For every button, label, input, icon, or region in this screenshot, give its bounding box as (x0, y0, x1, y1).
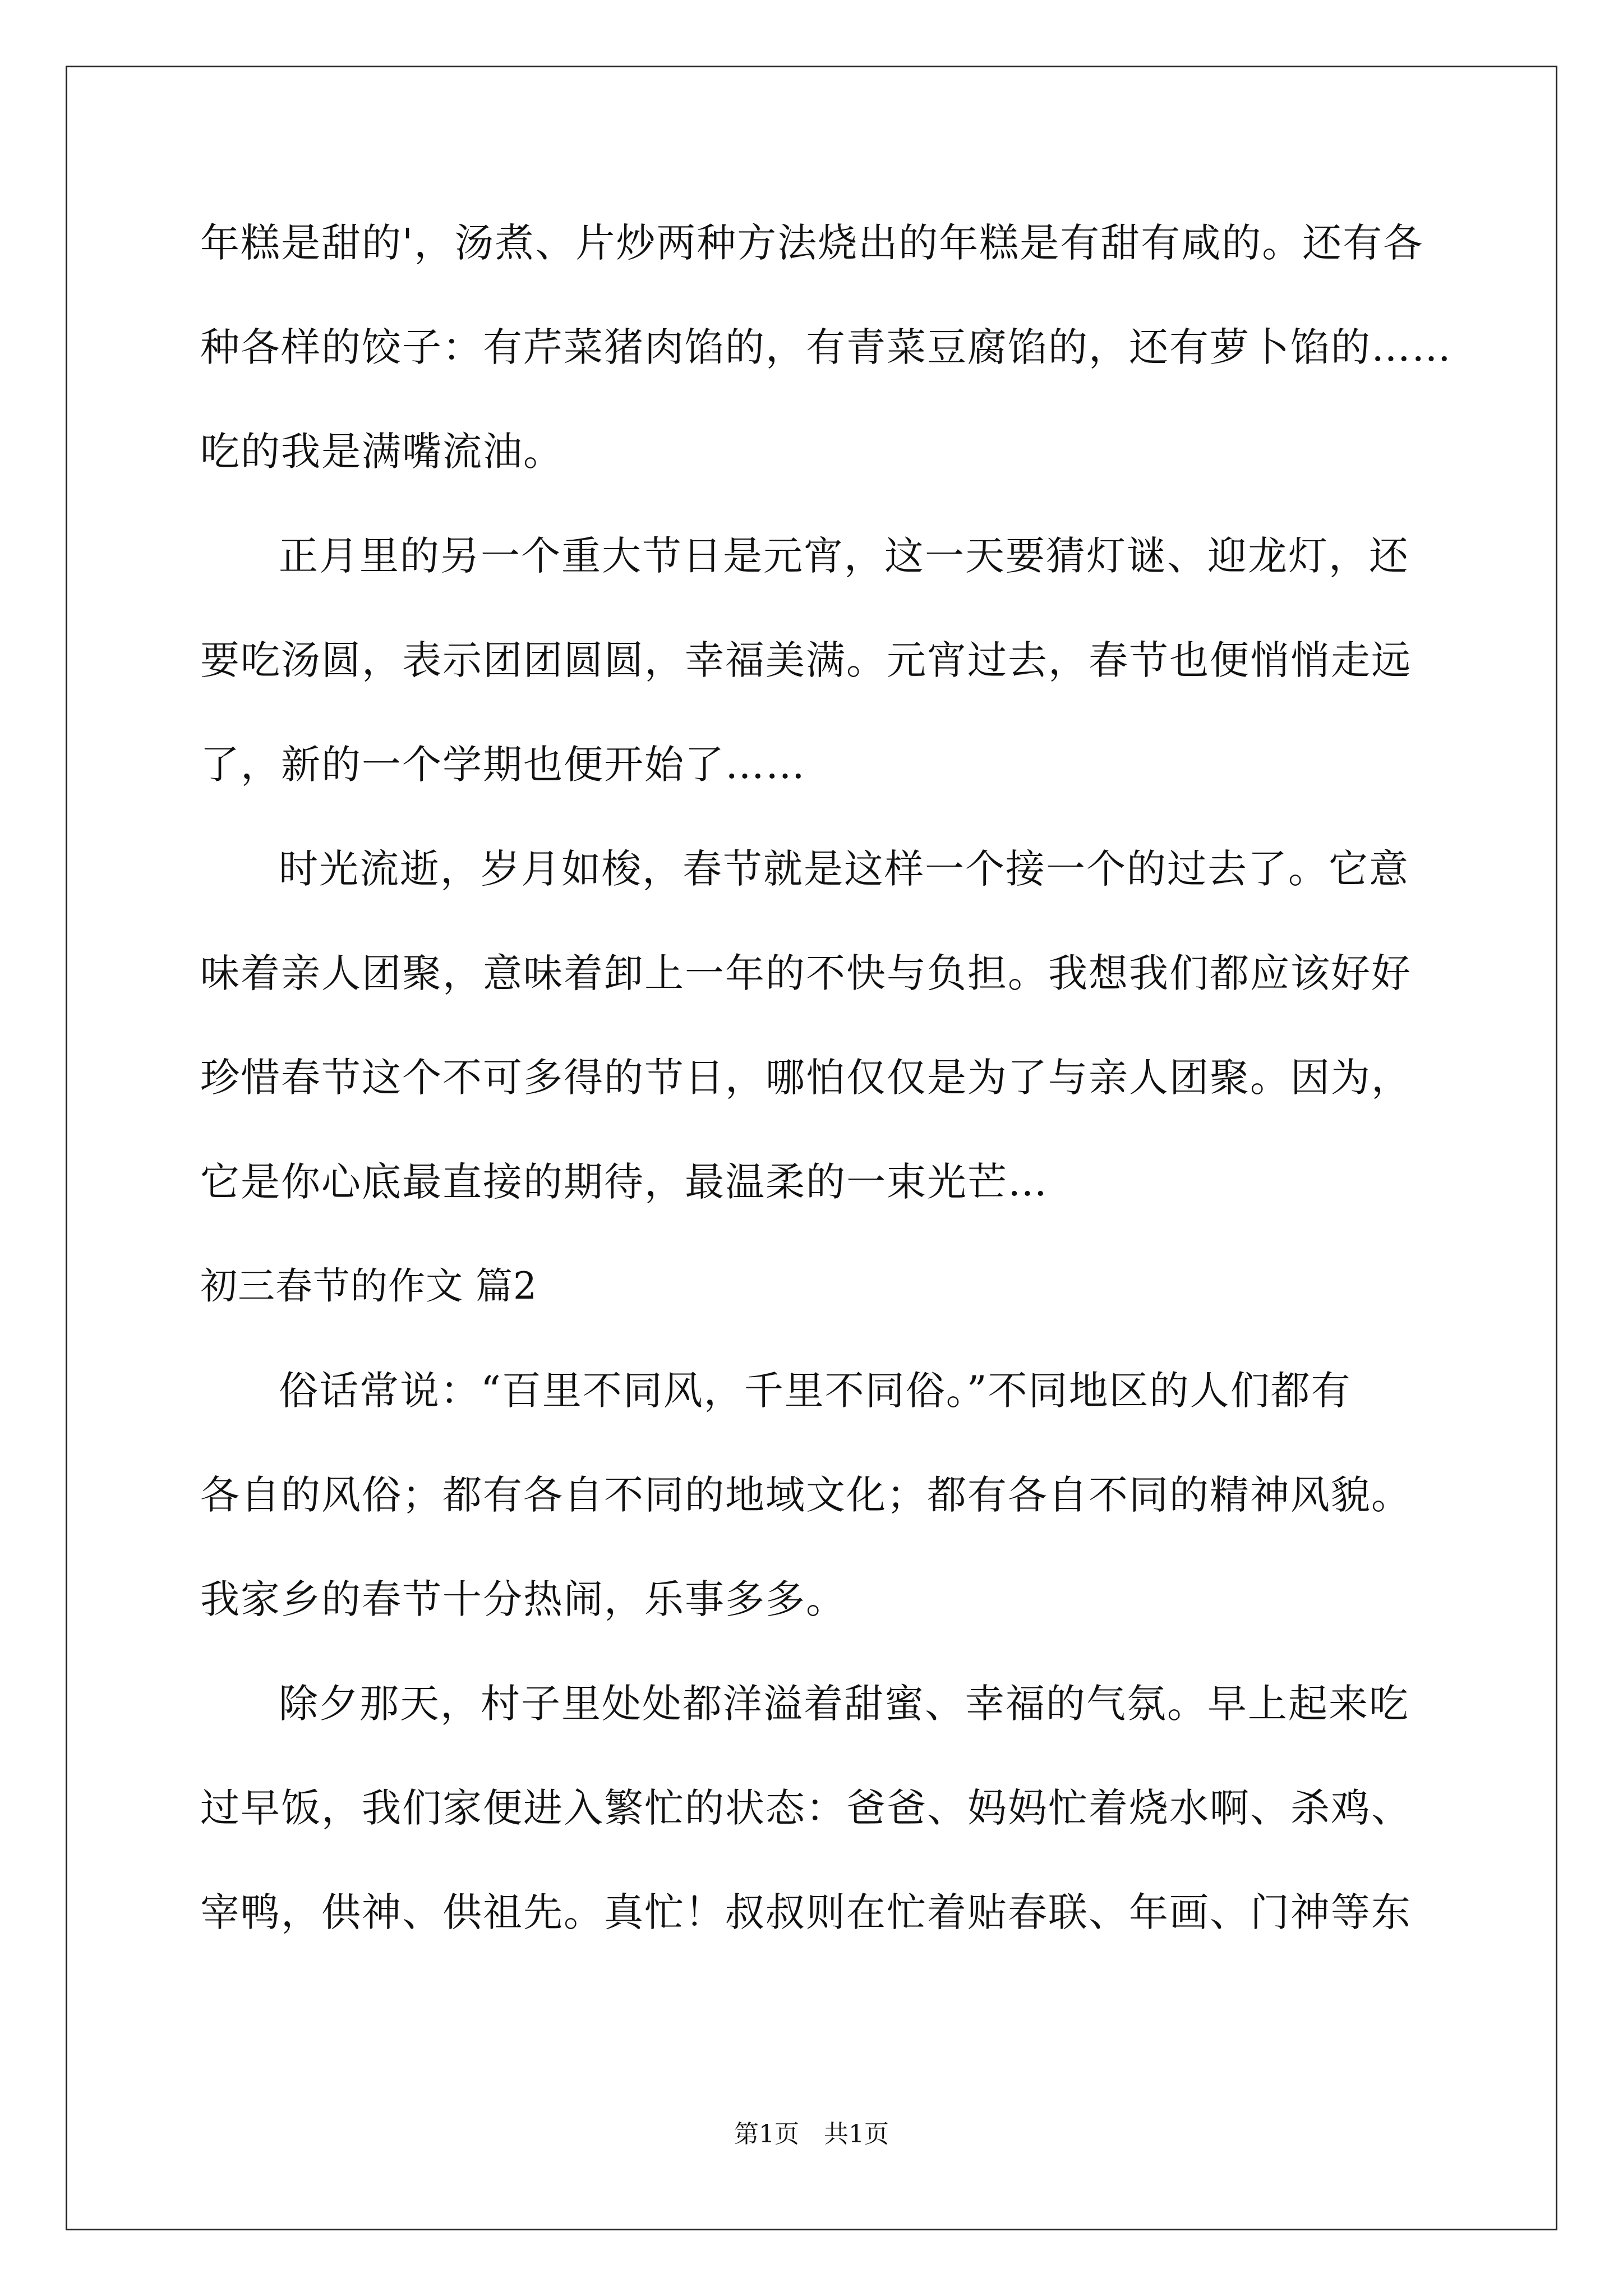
paragraph-5-line-3: 宰鸭，供神、供祖先。真忙！叔叔则在忙着贴春联、年画、门神等东 (200, 1889, 1412, 1935)
paragraph-5-line-1: 除夕那天，村子里处处都洋溢着甜蜜、幸福的气氛。早上起来吃 (279, 1681, 1409, 1727)
paragraph-1-line-2: 种各样的饺子：有芹菜猪肉馅的，有青菜豆腐馅的，还有萝卜馅的…… (200, 324, 1452, 370)
section-heading: 初三春节的作文 篇2 (200, 1264, 537, 1308)
paragraph-1-line-1: 年糕是甜的'，汤煮、片炒两种方法烧出的年糕是有甜有咸的。还有各 (200, 220, 1424, 266)
paragraph-4-line-2: 各自的风俗；都有各自不同的地域文化；都有各自不同的精神风貌。 (200, 1472, 1412, 1518)
paragraph-5-line-2: 过早饭，我们家便进入繁忙的状态：爸爸、妈妈忙着烧水啊、杀鸡、 (200, 1785, 1412, 1831)
paragraph-3-line-2: 味着亲人团聚，意味着卸上一年的不快与负担。我想我们都应该好好 (200, 950, 1412, 996)
paragraph-3-line-3: 珍惜春节这个不可多得的节日，哪怕仅仅是为了与亲人团聚。因为， (200, 1055, 1412, 1101)
paragraph-4-line-3: 我家乡的春节十分热闹，乐事多多。 (200, 1576, 846, 1622)
paragraph-1-line-3: 吃的我是满嘴流油。 (200, 429, 564, 475)
paragraph-4-line-1: 俗话常说：“百里不同风，千里不同俗。”不同地区的人们都有 (279, 1368, 1352, 1414)
paragraph-3-line-1: 时光流逝，岁月如梭，春节就是这样一个接一个的过去了。它意 (279, 846, 1409, 892)
paragraph-2-line-3: 了，新的一个学期也便开始了…… (200, 742, 806, 788)
paragraph-3-line-4: 它是你心底最直接的期待，最温柔的一束光芒… (200, 1159, 1048, 1205)
page-footer: 第1页 共1页 (734, 2120, 889, 2148)
paragraph-2-line-2: 要吃汤圆，表示团团圆圆，幸福美满。元宵过去，春节也便悄悄走远 (200, 637, 1412, 683)
paragraph-2-line-1: 正月里的另一个重大节日是元宵，这一天要猜灯谜、迎龙灯，还 (279, 533, 1409, 579)
